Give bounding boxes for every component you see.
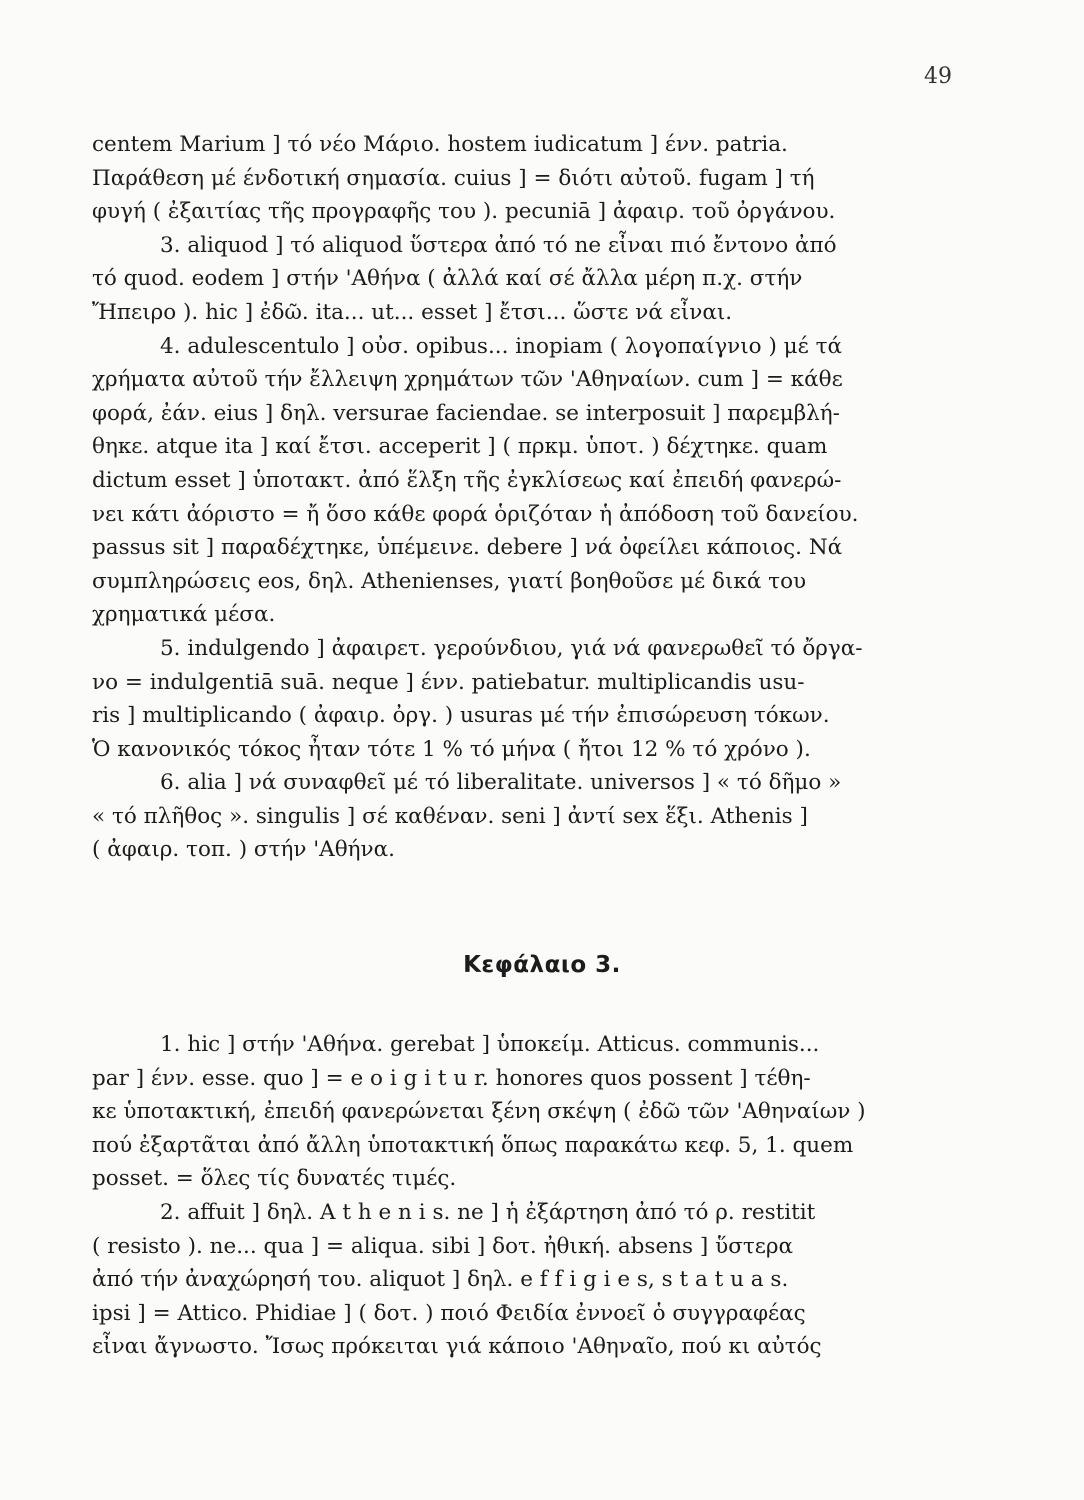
commentary-text-lower — [92, 1028, 992, 1364]
text-line: εἶναι ἄγνωστο. Ἴσως πρόκειται γιά κάποιο 'Αθηναῖο, πού κι αὐτός — [92, 1334, 822, 1360]
text-line: φορά, ἐάν. eius ] δηλ. versurae faciendae. se interposuit ] παρεμβλή- — [92, 400, 840, 426]
text-line: ( ἀφαιρ. τοπ. ) στήν 'Αθήνα. — [92, 837, 395, 863]
text-line: 2. affuit ] δηλ. A t h e n i s. ne ] ἡ ἐξάρτηση ἀπό τό ρ. restitit — [160, 1199, 816, 1225]
text-line: centem Marium ] τό νέο Μάριο. hostem iudicatum ] ένν. patria. — [92, 132, 788, 157]
text-line: θηκε. atque ita ] καί ἔτσι. acceperit ] ( πρκμ. ὑποτ. ) δέχτηκε. quam — [92, 434, 828, 460]
text-line: passus sit ] παραδέχτηκε, ὑπέμεινε. debere ] νά ὀφείλει κάποιος. Νά — [92, 535, 843, 561]
chapter-heading: Κεφάλαιο 3. — [463, 952, 621, 978]
text-line: dictum esset ] ὑποτακτ. ἀπό ἕλξη τῆς ἐγκλίσεως καί ἐπειδή φανερώ- — [92, 467, 842, 493]
text-line: ( resisto ). ne... qua ] = aliqua. sibi ] δοτ. ἠθική. absens ] ὕστερα — [92, 1233, 794, 1259]
text-line: posset. = ὅλες τίς δυνατές τιμές. — [92, 1166, 457, 1192]
text-line: ἀπό τήν ἀναχώρησή του. aliquot ] δηλ. e f f i g i e s, s t a t u a s. — [92, 1267, 789, 1293]
text-line: 5. indulgendo ] ἀφαιρετ. γερούνδιου, γιά νά φανερωθεῖ τό ὄργα- — [160, 635, 863, 661]
text-line: « τό πλῆθος ». singulis ] σέ καθέναν. seni ] ἀντί sex ἕξι. Athenis ] — [92, 803, 808, 829]
text-line: ipsi ] = Attico. Phidiae ] ( δοτ. ) ποιό Φειδία ἐννοεῖ ὁ συγγραφέας — [92, 1300, 806, 1326]
text-line: χρηματικά μέσα. — [92, 602, 276, 628]
text-line: Ὁ κανονικός τόκος ἦταν τότε 1 % τό μήνα ( ἤτοι 12 % τό χρόνο ). — [92, 736, 811, 762]
commentary-text-upper — [92, 128, 992, 867]
text-line: 4. adulescentulo ] οὐσ. opibus... inopiam ( λογοπαίγνιο ) μέ τά — [160, 333, 843, 359]
text-line: συμπληρώσεις eos, δηλ. Athenienses, γιατί βοηθοῦσε μέ δικά του — [92, 568, 807, 594]
text-line: πού ἐξαρτᾶται ἀπό ἄλλη ὑποτακτική ὅπως παρακάτω κεφ. 5, 1. quem — [92, 1132, 854, 1158]
text-line: τό quod. eodem ] στήν 'Αθήνα ( ἀλλά καί σέ ἄλλα μέρη π.χ. στήν — [92, 266, 803, 292]
text-line: 3. aliquod ] τό aliquod ὕστερα ἀπό τό ne εἶναι πιό ἔντονο ἀπό — [160, 232, 837, 258]
text-line: 1. hic ] στήν 'Αθήνα. gerebat ] ὑποκείμ. Atticus. communis... — [160, 1032, 820, 1057]
text-line: Παράθεση μέ ένδοτική σημασία. cuius ] = διότι αὐτοῦ. fugam ] τή — [92, 165, 815, 191]
text-line: Ἤπειρο ). hic ] ἐδῶ. ita... ut... esset ] ἔτσι... ὥστε νά εἶναι. — [92, 299, 733, 325]
text-line: νει κάτι ἀόριστο = ἤ ὅσο κάθε φορά ὁριζόταν ἡ ἀπόδοση τοῦ δανείου. — [92, 501, 859, 527]
text-line: par ] ένν. esse. quo ] = e o i g i t u r. honores quos possent ] τέθη- — [92, 1065, 811, 1091]
text-line: 6. alia ] νά συναφθεῖ μέ τό liberalitate. universos ] « τό δῆμο » — [160, 770, 842, 796]
text-line: φυγή ( ἐξαιτίας τῆς προγραφῆς του ). pecuniā ] ἀφαιρ. τοῦ ὀργάνου. — [92, 199, 836, 225]
page-number: 49 — [924, 64, 952, 89]
text-line: νο = indulgentiā suā. neque ] ένν. patiebatur. multiplicandis usu- — [92, 669, 805, 695]
text-line: ris ] multiplicando ( ἀφαιρ. ὀργ. ) usuras μέ τήν ἐπισώρευση τόκων. — [92, 703, 830, 729]
text-line: κε ὑποτακτική, ἐπειδή φανερώνεται ξένη σκέψη ( ἐδῶ τῶν 'Αθηναίων ) — [92, 1099, 866, 1125]
text-line: χρήματα αὐτοῦ τήν ἔλλειψη χρημάτων τῶν 'Αθηναίων. cum ] = κάθε — [92, 367, 843, 393]
